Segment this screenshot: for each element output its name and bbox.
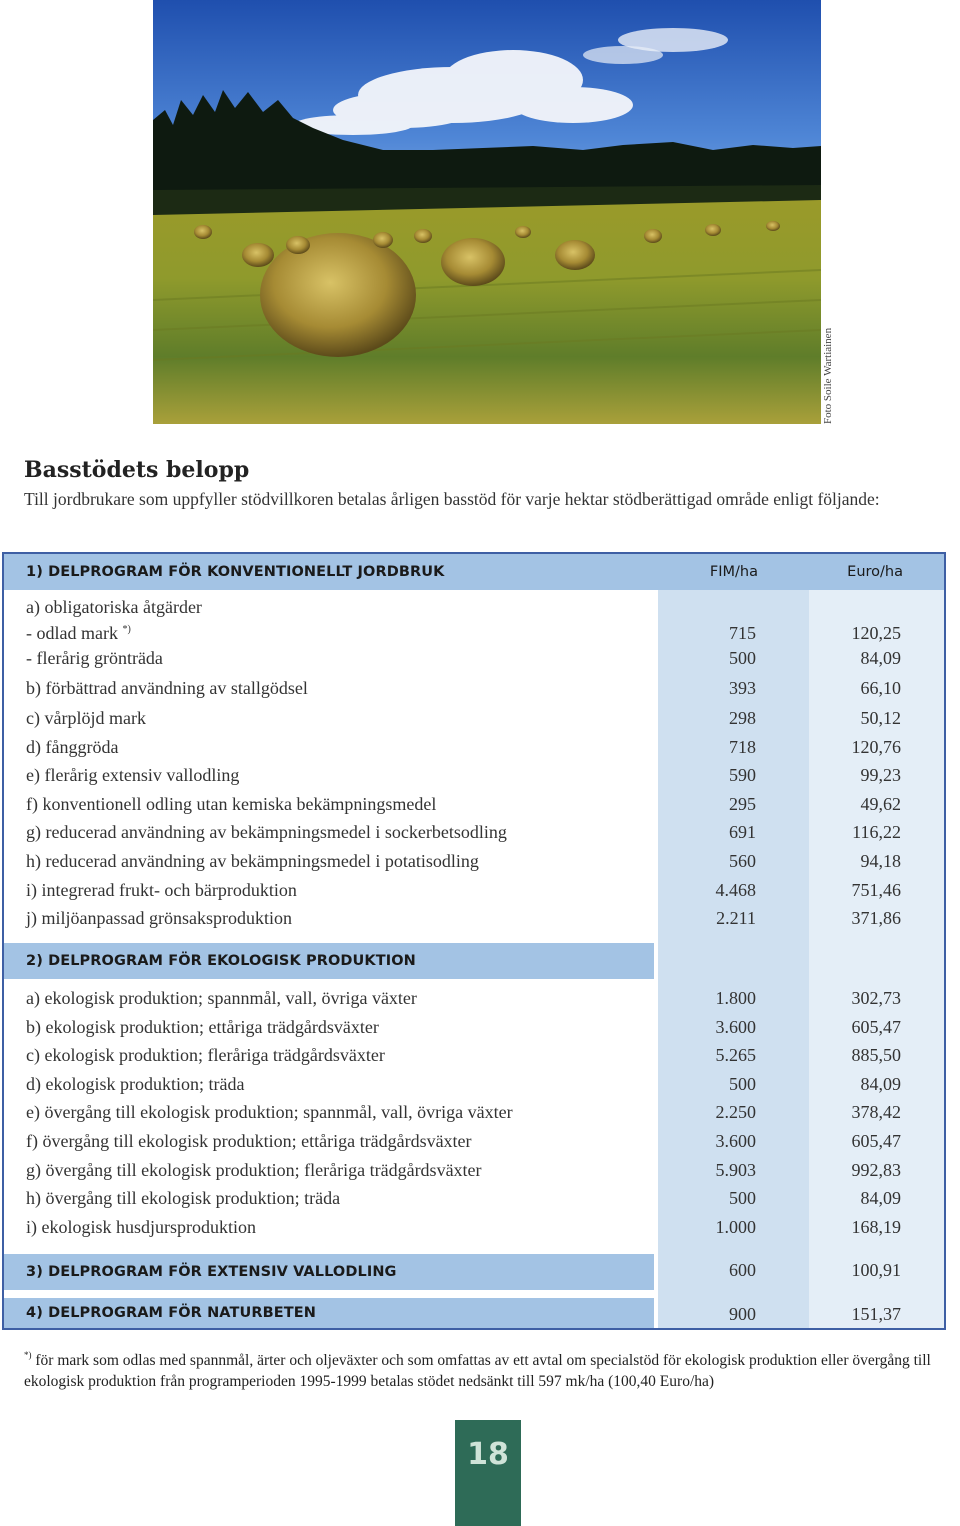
euro-value: 84,09 xyxy=(860,648,901,668)
section-1-header xyxy=(4,554,944,590)
fim-value: 4.468 xyxy=(715,880,756,900)
section-2-title: 2) DELPROGRAM FÖR EKOLOGISK PRODUKTION xyxy=(26,953,416,969)
row-label: a) ekologisk produktion; spannmål, vall, övriga växter xyxy=(26,988,417,1008)
row-label: j) miljöanpassad grönsaksproduktion xyxy=(26,908,292,928)
fim-value: 500 xyxy=(729,1188,756,1208)
hay-bales-landscape-image xyxy=(153,0,821,424)
section-3-title: 3) DELPROGRAM FÖR EXTENSIV VALLODLING xyxy=(26,1264,397,1280)
fim-value: 900 xyxy=(729,1304,756,1324)
row-label: a) obligatoriska åtgärder xyxy=(26,597,202,617)
row-label-text: - odlad mark xyxy=(26,623,118,643)
footnote-text: för mark som odlas med spannmål, ärter och oljeväxter och som omfattas av ett avtal om specialstöd för ekologisk produktion eller övergång till ekologisk produktion från programperioden 1995-1999 betalas stödet nedsänkt till 597 mk/ha (100,40 Euro/ha) xyxy=(24,1352,931,1390)
row-label: d) fånggröda xyxy=(26,737,119,757)
euro-value: 49,62 xyxy=(860,794,901,814)
row-label: b) förbättrad användning av stallgödsel xyxy=(26,678,308,698)
table-row xyxy=(4,791,944,817)
fim-value: 590 xyxy=(729,765,756,785)
row-label: b) ekologisk produktion; ettåriga trädgårdsväxter xyxy=(26,1017,379,1037)
euro-value: 116,22 xyxy=(852,822,901,842)
fim-value: 715 xyxy=(729,623,756,643)
table-row xyxy=(4,1014,944,1040)
euro-value: 120,76 xyxy=(851,737,901,757)
table-row xyxy=(4,762,944,788)
fim-value: 5.903 xyxy=(715,1160,756,1180)
footnote-marker: *) xyxy=(122,624,131,635)
table-row xyxy=(4,1128,944,1154)
fim-value: 393 xyxy=(729,678,756,698)
section-3-values xyxy=(4,1257,944,1283)
euro-value: 94,18 xyxy=(860,851,901,871)
row-label: h) övergång till ekologisk produktion; träda xyxy=(26,1188,341,1208)
row-label: h) reducerad användning av bekämpningsmedel i potatisodling xyxy=(26,851,479,871)
euro-value: 302,73 xyxy=(851,988,901,1008)
row-label: c) ekologisk produktion; fleråriga trädgårdsväxter xyxy=(26,1045,385,1065)
footnote-marker: *) xyxy=(24,1350,32,1360)
table-row xyxy=(4,1185,944,1211)
fim-value: 691 xyxy=(729,822,756,842)
euro-value: 50,12 xyxy=(860,708,901,728)
table-row xyxy=(4,734,944,760)
table-row xyxy=(4,1157,944,1183)
hay-field-photo xyxy=(153,0,821,424)
fim-value: 560 xyxy=(729,851,756,871)
fim-value: 500 xyxy=(729,1074,756,1094)
row-label: - flerårig grönträda xyxy=(26,648,163,668)
fim-value: 298 xyxy=(729,708,756,728)
intro-text: Till jordbrukare som uppfyller stödvillkoren betalas årligen basstöd för varje hektar stödberättigad område enligt följande: xyxy=(24,489,880,509)
row-label: f) övergång till ekologisk produktion; ettåriga trädgårdsväxter xyxy=(26,1131,472,1151)
euro-column-header: Euro/ha xyxy=(847,564,903,580)
euro-value: 605,47 xyxy=(851,1017,901,1037)
section-2-header xyxy=(4,943,654,979)
section-4-values xyxy=(4,1301,944,1327)
row-label: e) flerårig extensiv vallodling xyxy=(26,765,240,785)
footnote xyxy=(24,1345,960,1392)
row-label: g) övergång till ekologisk produktion; fleråriga trädgårdsväxter xyxy=(26,1160,482,1180)
fim-value: 2.211 xyxy=(716,908,756,928)
table-row xyxy=(4,985,944,1011)
row-label: f) konventionell odling utan kemiska bekämpningsmedel xyxy=(26,794,437,814)
table-row xyxy=(4,705,944,731)
euro-value: 99,23 xyxy=(860,765,901,785)
row-label: e) övergång till ekologisk produktion; spannmål, vall, övriga växter xyxy=(26,1102,513,1122)
fim-value: 2.250 xyxy=(715,1102,756,1122)
table-row xyxy=(4,877,944,903)
photo-credit: Foto Soile Wartiainen xyxy=(822,327,834,424)
section-4-title: 4) DELPROGRAM FÖR NATURBETEN xyxy=(26,1305,317,1321)
euro-value: 885,50 xyxy=(851,1045,901,1065)
row-label: d) ekologisk produktion; träda xyxy=(26,1074,245,1094)
fim-value: 718 xyxy=(729,737,756,757)
table-row xyxy=(4,819,944,845)
euro-value: 66,10 xyxy=(860,678,901,698)
table-row xyxy=(4,1214,944,1240)
fim-value: 500 xyxy=(729,648,756,668)
table-row xyxy=(4,645,944,671)
fim-value: 1.800 xyxy=(715,988,756,1008)
euro-value: 120,25 xyxy=(851,623,901,643)
euro-value: 168,19 xyxy=(851,1217,901,1237)
euro-value: 371,86 xyxy=(851,908,901,928)
fim-value: 3.600 xyxy=(715,1017,756,1037)
euro-value: 751,46 xyxy=(851,880,901,900)
row-label: c) vårplöjd mark xyxy=(26,708,146,728)
fim-column-header: FIM/ha xyxy=(709,564,758,580)
page-number: 18 xyxy=(455,1420,521,1526)
table-row xyxy=(4,1042,944,1068)
fim-value: 600 xyxy=(729,1260,756,1280)
table-row xyxy=(4,848,944,874)
table-row xyxy=(4,1099,944,1125)
section-1-title: 1) DELPROGRAM FÖR KONVENTIONELLT JORDBRUK xyxy=(26,564,445,580)
row-label: i) integrerad frukt- och bärproduktion xyxy=(26,880,297,900)
euro-value: 992,83 xyxy=(851,1160,901,1180)
euro-value: 84,09 xyxy=(860,1188,901,1208)
row-label xyxy=(26,623,131,644)
page-title: Basstödets belopp xyxy=(24,457,250,483)
table-row xyxy=(4,620,944,646)
euro-value: 151,37 xyxy=(851,1304,901,1324)
table-row xyxy=(4,594,944,620)
fim-value: 5.265 xyxy=(715,1045,756,1065)
euro-value: 378,42 xyxy=(851,1102,901,1122)
support-amount-table xyxy=(2,552,946,1330)
row-label: i) ekologisk husdjursproduktion xyxy=(26,1217,256,1237)
euro-value: 605,47 xyxy=(851,1131,901,1151)
fim-value: 3.600 xyxy=(715,1131,756,1151)
euro-value: 84,09 xyxy=(860,1074,901,1094)
fim-value: 1.000 xyxy=(715,1217,756,1237)
table-row xyxy=(4,675,944,701)
euro-value: 100,91 xyxy=(851,1260,901,1280)
table-row xyxy=(4,905,944,931)
fim-value: 295 xyxy=(729,794,756,814)
row-label: g) reducerad användning av bekämpningsmedel i sockerbetsodling xyxy=(26,822,507,842)
table-row xyxy=(4,1071,944,1097)
